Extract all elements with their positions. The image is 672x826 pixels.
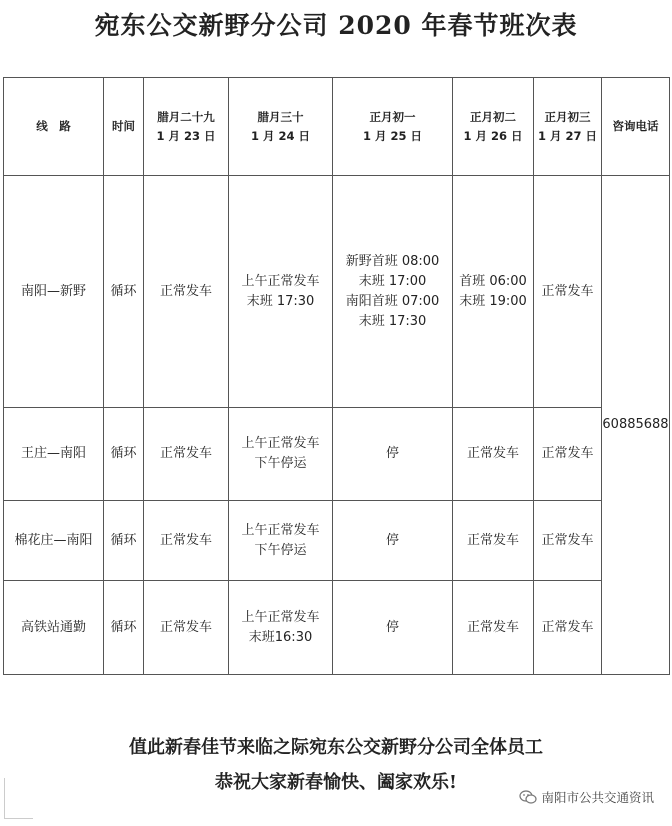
header-day-3-date: 1 月 25 日 [362, 128, 423, 143]
table-row [4, 408, 670, 501]
day-1-cell: 正常发车 [144, 408, 229, 501]
wechat-icon [519, 789, 537, 805]
header-day-5-date: 1 月 27 日 [537, 128, 598, 143]
day-2-cell: 上午正常发车 下午停运 [229, 408, 333, 501]
day-5-cell: 正常发车 [534, 581, 602, 675]
time-cell: 循环 [104, 176, 144, 408]
day-4-cell: 正常发车 [453, 581, 534, 675]
day-1-cell: 正常发车 [144, 501, 229, 581]
table-row [4, 176, 670, 408]
day-3-cell: 停 [333, 408, 453, 501]
watermark [519, 788, 654, 806]
header-day-4 [453, 78, 534, 176]
header-day-3 [333, 78, 453, 176]
corner-mark [4, 778, 33, 819]
day-5-cell: 正常发车 [534, 176, 602, 408]
route-cell: 南阳—新野 [4, 176, 104, 408]
header-day-4-lunar: 正月初二 [470, 109, 516, 124]
day-2-cell: 上午正常发车 末班 17:30 [229, 176, 333, 408]
header-phone: 咨询电话 [602, 78, 670, 176]
day-4-cell: 首班 06:00 末班 19:00 [453, 176, 534, 408]
header-day-4-date: 1 月 26 日 [463, 128, 523, 143]
route-cell: 王庄—南阳 [4, 408, 104, 501]
header-day-5 [534, 78, 602, 176]
day-4-cell: 正常发车 [453, 501, 534, 581]
greeting-line-1: 值此新春佳节来临之际宛东公交新野分公司全体员工 [129, 737, 543, 758]
day-5-cell: 正常发车 [534, 501, 602, 581]
phone-cell: 60885688 [602, 176, 670, 675]
day-3-cell: 新野首班 08:00 末班 17:00 南阳首班 07:00 末班 17:30 [333, 176, 453, 408]
day-1-cell: 正常发车 [144, 581, 229, 675]
day-4-cell: 正常发车 [453, 408, 534, 501]
page-title: 宛东公交新野分公司 2020 年春节班次表 [94, 11, 578, 40]
header-day-2 [229, 78, 333, 176]
table-row [4, 501, 670, 581]
table-row [4, 581, 670, 675]
header-day-1-date: 1 月 23 日 [156, 128, 216, 143]
header-route: 线 路 [4, 78, 104, 176]
time-cell: 循环 [104, 581, 144, 675]
day-3-cell: 停 [333, 501, 453, 581]
day-2-cell: 上午正常发车 下午停运 [229, 501, 333, 581]
day-5-cell: 正常发车 [534, 408, 602, 501]
header-day-3-lunar: 正月初一 [369, 109, 416, 124]
day-3-cell: 停 [333, 581, 453, 675]
time-cell: 循环 [104, 501, 144, 581]
day-2-cell: 上午正常发车 末班16:30 [229, 581, 333, 675]
header-day-2-lunar: 腊月三十 [257, 109, 304, 124]
header-day-2-date: 1 月 24 日 [250, 128, 311, 143]
route-cell: 高铁站通勤 [4, 581, 104, 675]
header-row [4, 78, 670, 176]
header-day-5-lunar: 正月初三 [544, 109, 591, 124]
route-cell: 棉花庄—南阳 [4, 501, 104, 581]
time-cell: 循环 [104, 408, 144, 501]
header-day-1 [144, 78, 229, 176]
greeting-line-2: 恭祝大家新春愉快、阖家欢乐! [215, 772, 457, 793]
day-1-cell: 正常发车 [144, 176, 229, 408]
watermark-text: 南阳市公共交通资讯 [541, 790, 654, 805]
header-day-1-lunar: 腊月二十九 [157, 109, 215, 124]
schedule-table [3, 77, 670, 675]
header-time: 时间 [104, 78, 144, 176]
